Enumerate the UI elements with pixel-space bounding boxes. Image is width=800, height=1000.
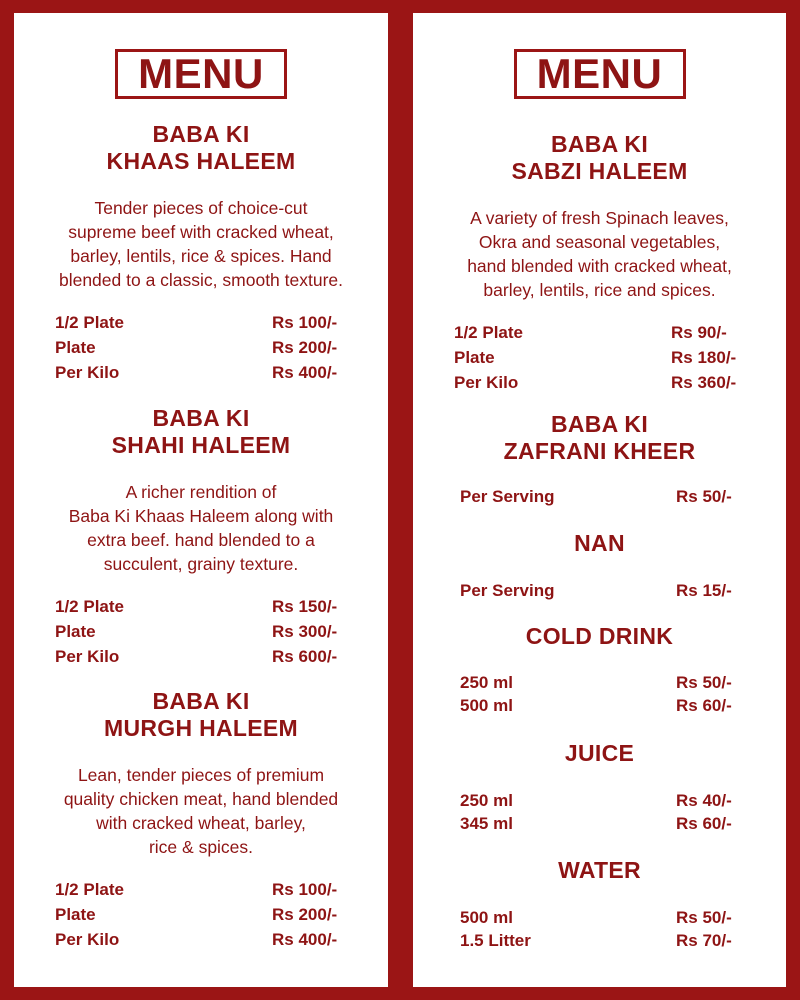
section-title	[413, 411, 786, 465]
price-row	[413, 906, 786, 929]
price-list	[14, 877, 388, 952]
price-label: 250 ml	[460, 673, 513, 692]
section-title-line2: KHAAS HALEEM	[106, 148, 296, 174]
description-line: Okra and seasonal vegetables,	[478, 232, 721, 252]
price-label: Per Serving	[460, 581, 555, 600]
section-title: WATER	[558, 857, 641, 883]
price-row	[14, 619, 388, 644]
price-label: 345 ml	[460, 814, 513, 833]
section-zafrani-kheer	[413, 411, 786, 509]
price-row	[413, 578, 786, 603]
price-value: Rs 40/-	[676, 791, 732, 810]
section-title-line2: SABZI HALEEM	[511, 158, 688, 184]
menu-panel-right	[413, 13, 786, 987]
menu-title: MENU	[115, 49, 287, 99]
price-label: 1/2 Plate	[55, 880, 124, 899]
price-label: Per Kilo	[454, 373, 519, 392]
price-label: Plate	[454, 348, 495, 367]
price-row	[413, 671, 786, 694]
description-line: A variety of fresh Spinach leaves,	[470, 208, 729, 228]
section-title-line1: BABA KI	[152, 121, 250, 147]
price-value: Rs 180/-	[671, 348, 737, 367]
price-row	[14, 594, 388, 619]
price-label: Per Kilo	[55, 647, 120, 666]
description-line: quality chicken meat, hand blended	[63, 789, 339, 809]
section-title	[14, 688, 388, 742]
section-title-line2: ZAFRANI KHEER	[503, 438, 696, 464]
price-row	[14, 644, 388, 669]
description-line: extra beef. hand blended to a	[87, 530, 315, 550]
price-list	[413, 320, 786, 395]
price-value: Rs 200/-	[272, 338, 338, 357]
price-row	[14, 360, 388, 385]
description-line: hand blended with cracked wheat,	[467, 256, 732, 276]
price-label: 1/2 Plate	[55, 597, 124, 616]
price-row	[413, 789, 786, 812]
section-description	[14, 763, 388, 859]
price-value: Rs 50/-	[676, 673, 732, 692]
price-value: Rs 150/-	[272, 597, 338, 616]
section-khaas-haleem	[14, 121, 388, 385]
price-list	[413, 789, 786, 835]
price-label: Per Kilo	[55, 363, 120, 382]
price-value: Rs 400/-	[272, 930, 338, 949]
description-line: A richer rendition of	[125, 482, 277, 502]
price-row	[413, 929, 786, 952]
section-murgh-haleem	[14, 688, 388, 952]
menu-panel-left	[14, 13, 388, 987]
description-line: rice & spices.	[148, 837, 254, 857]
price-row	[14, 877, 388, 902]
section-cold-drink	[413, 623, 786, 717]
price-value: Rs 100/-	[272, 313, 338, 332]
price-label: 250 ml	[460, 791, 513, 810]
price-list	[413, 578, 786, 603]
price-label: 500 ml	[460, 696, 513, 715]
price-value: Rs 50/-	[676, 908, 732, 927]
section-title: COLD DRINK	[525, 623, 674, 649]
price-list	[413, 671, 786, 717]
description-line: barley, lentils, rice and spices.	[483, 280, 716, 300]
price-row	[14, 902, 388, 927]
price-row	[14, 310, 388, 335]
price-value: Rs 60/-	[676, 696, 732, 715]
section-title	[14, 121, 388, 175]
price-row	[413, 320, 786, 345]
price-value: Rs 300/-	[272, 622, 338, 641]
description-line: succulent, grainy texture.	[103, 554, 299, 574]
price-label: 1.5 Litter	[460, 931, 531, 950]
price-list	[413, 484, 786, 509]
description-line: Tender pieces of choice-cut	[94, 198, 308, 218]
section-description	[14, 480, 388, 576]
section-title	[413, 131, 786, 185]
price-row	[14, 335, 388, 360]
price-row	[413, 812, 786, 835]
price-value: Rs 60/-	[676, 814, 732, 833]
price-list	[413, 906, 786, 952]
price-value: Rs 200/-	[272, 905, 338, 924]
section-title-line1: BABA KI	[550, 411, 649, 437]
description-line: Lean, tender pieces of premium	[77, 765, 325, 785]
section-title: JUICE	[564, 740, 635, 766]
description-line: barley, lentils, rice & spices. Hand	[70, 246, 332, 266]
price-value: Rs 600/-	[272, 647, 338, 666]
price-value: Rs 100/-	[272, 880, 338, 899]
price-value: Rs 70/-	[676, 931, 732, 950]
price-list	[14, 594, 388, 669]
section-description	[413, 206, 786, 302]
section-title-line1: BABA KI	[152, 688, 250, 714]
section-sabzi-haleem	[413, 131, 786, 395]
section-title-line1: BABA KI	[550, 131, 649, 157]
section-nan	[413, 530, 786, 603]
price-row	[413, 345, 786, 370]
price-label: Plate	[55, 622, 96, 641]
section-juice	[413, 740, 786, 835]
price-list	[14, 310, 388, 385]
description-line: with cracked wheat, barley,	[96, 813, 306, 833]
section-title: NAN	[574, 530, 625, 556]
price-label: 1/2 Plate	[55, 313, 124, 332]
price-label: Plate	[55, 338, 96, 357]
section-water	[413, 857, 786, 952]
price-label: Per Kilo	[55, 930, 120, 949]
section-title-line2: MURGH HALEEM	[104, 715, 298, 741]
section-shahi-haleem	[14, 405, 388, 669]
section-description	[14, 196, 388, 292]
price-value: Rs 90/-	[671, 323, 727, 342]
price-label: 500 ml	[460, 908, 513, 927]
price-label: Plate	[55, 905, 96, 924]
price-value: Rs 400/-	[272, 363, 338, 382]
price-value: Rs 360/-	[671, 373, 737, 392]
menu-title: MENU	[514, 49, 686, 99]
section-title	[14, 405, 388, 459]
price-row	[413, 370, 786, 395]
price-value: Rs 50/-	[676, 487, 732, 506]
section-title-line2: SHAHI HALEEM	[111, 432, 291, 458]
price-label: Per Serving	[460, 487, 555, 506]
price-row	[413, 484, 786, 509]
price-value: Rs 15/-	[676, 581, 732, 600]
description-line: blended to a classic, smooth texture.	[58, 270, 344, 290]
description-line: Baba Ki Khaas Haleem along with	[68, 506, 334, 526]
price-row	[14, 927, 388, 952]
price-label: 1/2 Plate	[454, 323, 523, 342]
description-line: supreme beef with cracked wheat,	[68, 222, 334, 242]
section-title-line1: BABA KI	[152, 405, 250, 431]
price-row	[413, 694, 786, 717]
